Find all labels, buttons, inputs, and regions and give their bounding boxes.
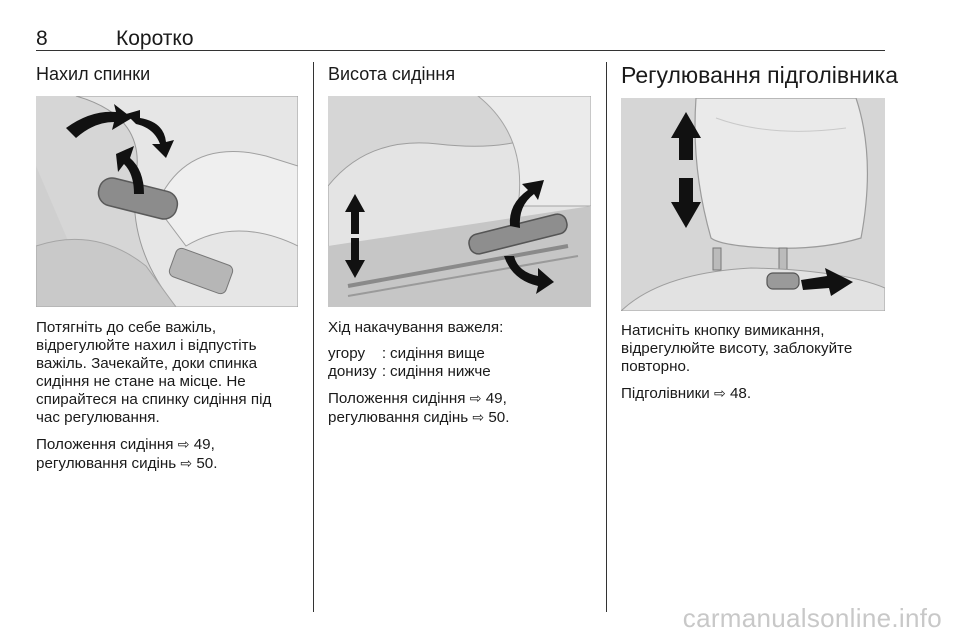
seat-height-illustration — [328, 96, 591, 307]
headrest-drawing — [621, 98, 885, 311]
instruction-paragraph: Натисніть кнопку вимикання, відрегулюйте висоту, заблокуйте повторно. — [621, 322, 853, 375]
table-row: угору : сидіння вище — [328, 345, 485, 362]
page-link[interactable]: 50. — [196, 455, 218, 472]
column-divider-1 — [313, 62, 314, 612]
section-heading: Висота сидіння — [328, 64, 456, 84]
reference-arrow-icon: ⇨ — [177, 436, 190, 452]
page-link[interactable]: 48. — [729, 385, 752, 402]
page-link[interactable]: 49, — [193, 436, 215, 453]
page-link[interactable]: 50. — [488, 409, 510, 426]
watermark: carmanualsonline.info — [682, 603, 942, 633]
backrest-illustration — [36, 96, 298, 307]
table-row: донизу : сидіння нижче — [328, 363, 491, 380]
seat-recline-drawing — [36, 96, 298, 307]
cross-reference: Положення сидіння ⇨ 49, регулювання сидінь ⇨ 50. — [328, 390, 510, 426]
page-link[interactable]: 49, — [485, 390, 507, 407]
reference-arrow-icon: ⇨ — [469, 390, 482, 406]
cross-reference: Положення сидіння ⇨ 49, регулювання сидінь ⇨ 50. — [36, 436, 218, 472]
reference-arrow-icon: ⇨ — [714, 385, 726, 401]
section-heading: Нахил спинки — [36, 64, 151, 84]
seat-height-drawing — [328, 96, 591, 307]
section-heading: Регулювання підголівника — [621, 62, 898, 88]
reference-arrow-icon: ⇨ — [472, 409, 485, 425]
reference-arrow-icon: ⇨ — [180, 455, 193, 471]
page-header-title: Коротко — [116, 27, 194, 50]
cross-reference: Підголівники ⇨ 48. — [621, 385, 752, 402]
headrest-illustration — [621, 98, 885, 311]
intro-text: Хід накачування важеля: — [328, 319, 504, 336]
header-rule — [36, 50, 885, 51]
page-number: 8 — [36, 27, 48, 50]
lever-action-table — [328, 345, 491, 381]
column-divider-2 — [606, 62, 607, 612]
instruction-paragraph: Потягніть до себе важіль, відрегулюйте нахил і відпустіть важіль. Зачекайте, доки спинка сидіння не стане на місце. Не спирайтеся на спинку сидіння під час регулювання. — [36, 319, 272, 426]
